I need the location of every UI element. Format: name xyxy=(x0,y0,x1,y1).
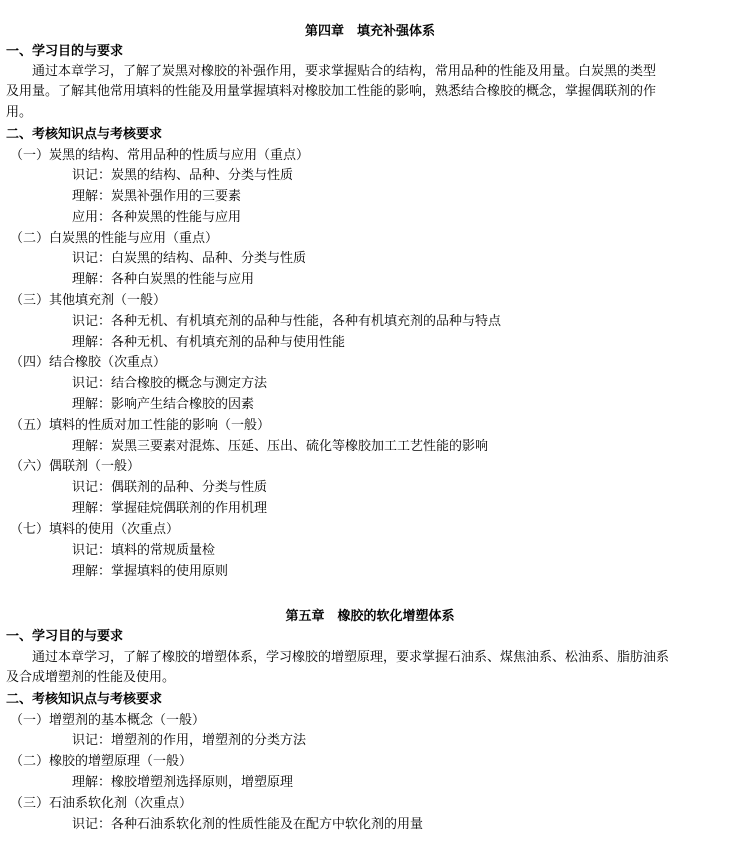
chapter5-section-3-title: （三）石油系软化剂（次重点） xyxy=(10,796,193,811)
chapter4-section-3-title: （三）其他填充剂（一般） xyxy=(10,293,167,308)
chapter4-section-6-item: 识记：偶联剂的品种、分类与性质 xyxy=(72,480,268,495)
chapter4-section-4-title: （四）结合橡胶（次重点） xyxy=(10,355,167,370)
chapter4-section-1-item: 识记：炭黑的结构、品种、分类与性质 xyxy=(72,168,294,183)
chapter5-objectives-line1: 通过本章学习，了解了橡胶的增塑体系，学习橡胶的增塑原理，要求掌握石油系、煤焦油系、松油系、脂肪油系 xyxy=(6,650,670,665)
chapter4-section-2-item: 识记：白炭黑的结构、品种、分类与性质 xyxy=(72,251,307,266)
chapter5-section-2-title: （二）橡胶的增塑原理（一般） xyxy=(10,754,193,769)
chapter4-heading-requirements: 二、考核知识点与考核要求 xyxy=(6,127,163,142)
chapter4-section-3-item: 理解：各种无机、有机填充剂的品种与使用性能 xyxy=(72,335,346,350)
chapter4-section-3-item: 识记：各种无机、有机填充剂的品种与性能，各种有机填充剂的品种与特点 xyxy=(72,314,502,329)
chapter5-section-2-item: 理解：橡胶增塑剂选择原则，增塑原理 xyxy=(72,775,294,790)
chapter5-heading-objectives: 一、学习目的与要求 xyxy=(6,629,124,644)
chapter4-section-6-title: （六）偶联剂（一般） xyxy=(10,459,141,474)
chapter4-section-1-title: （一）炭黑的结构、常用品种的性质与应用（重点） xyxy=(10,148,310,163)
chapter4-objectives-line1: 通过本章学习，了解了炭黑对橡胶的补强作用，要求掌握贴合的结构，常用品种的性能及用量。白炭黑的类型 xyxy=(6,64,657,79)
chapter4-section-2-item: 理解：各种白炭黑的性能与应用 xyxy=(72,272,255,287)
chapter4-section-7-item: 理解：掌握填料的使用原则 xyxy=(72,564,229,579)
chapter5-heading-requirements: 二、考核知识点与考核要求 xyxy=(6,692,163,707)
chapter4-section-2-title: （二）白炭黑的性能与应用（重点） xyxy=(10,231,219,246)
chapter5-section-1-title: （一）增塑剂的基本概念（一般） xyxy=(10,713,206,728)
chapter4-section-1-item: 理解：炭黑补强作用的三要素 xyxy=(72,189,242,204)
chapter5-title: 第五章 橡胶的软化增塑体系 xyxy=(285,609,455,624)
chapter4-section-5-title: （五）填料的性质对加工性能的影响（一般） xyxy=(10,418,271,433)
chapter4-heading-objectives: 一、学习目的与要求 xyxy=(6,44,124,59)
chapter5-objectives-line2: 及合成增塑剂的性能及使用。 xyxy=(6,670,176,685)
chapter4-section-5-item: 理解：炭黑三要素对混炼、压延、压出、硫化等橡胶加工工艺性能的影响 xyxy=(72,439,489,454)
chapter4-objectives-line2: 及用量。了解其他常用填料的性能及用量掌握填料对橡胶加工性能的影响，熟悉结合橡胶的概念，掌握偶联剂的作 xyxy=(6,84,657,99)
chapter4-title: 第四章 填充补强体系 xyxy=(304,24,435,39)
chapter4-section-1-item: 应用：各种炭黑的性能与应用 xyxy=(72,210,242,225)
chapter4-section-4-item: 识记：结合橡胶的概念与测定方法 xyxy=(72,376,268,391)
chapter5-section-1-item: 识记：增塑剂的作用，增塑剂的分类方法 xyxy=(72,733,307,748)
chapter4-section-4-item: 理解：影响产生结合橡胶的因素 xyxy=(72,397,255,412)
chapter4-section-7-item: 识记：填料的常规质量检 xyxy=(72,543,216,558)
chapter4-section-6-item: 理解：掌握硅烷偶联剂的作用机理 xyxy=(72,501,268,516)
chapter4-objectives-line3: 用。 xyxy=(6,105,33,120)
chapter4-section-7-title: （七）填料的使用（次重点） xyxy=(10,522,180,537)
chapter5-section-3-item: 识记：各种石油系软化剂的性质性能及在配方中软化剂的用量 xyxy=(72,817,424,832)
